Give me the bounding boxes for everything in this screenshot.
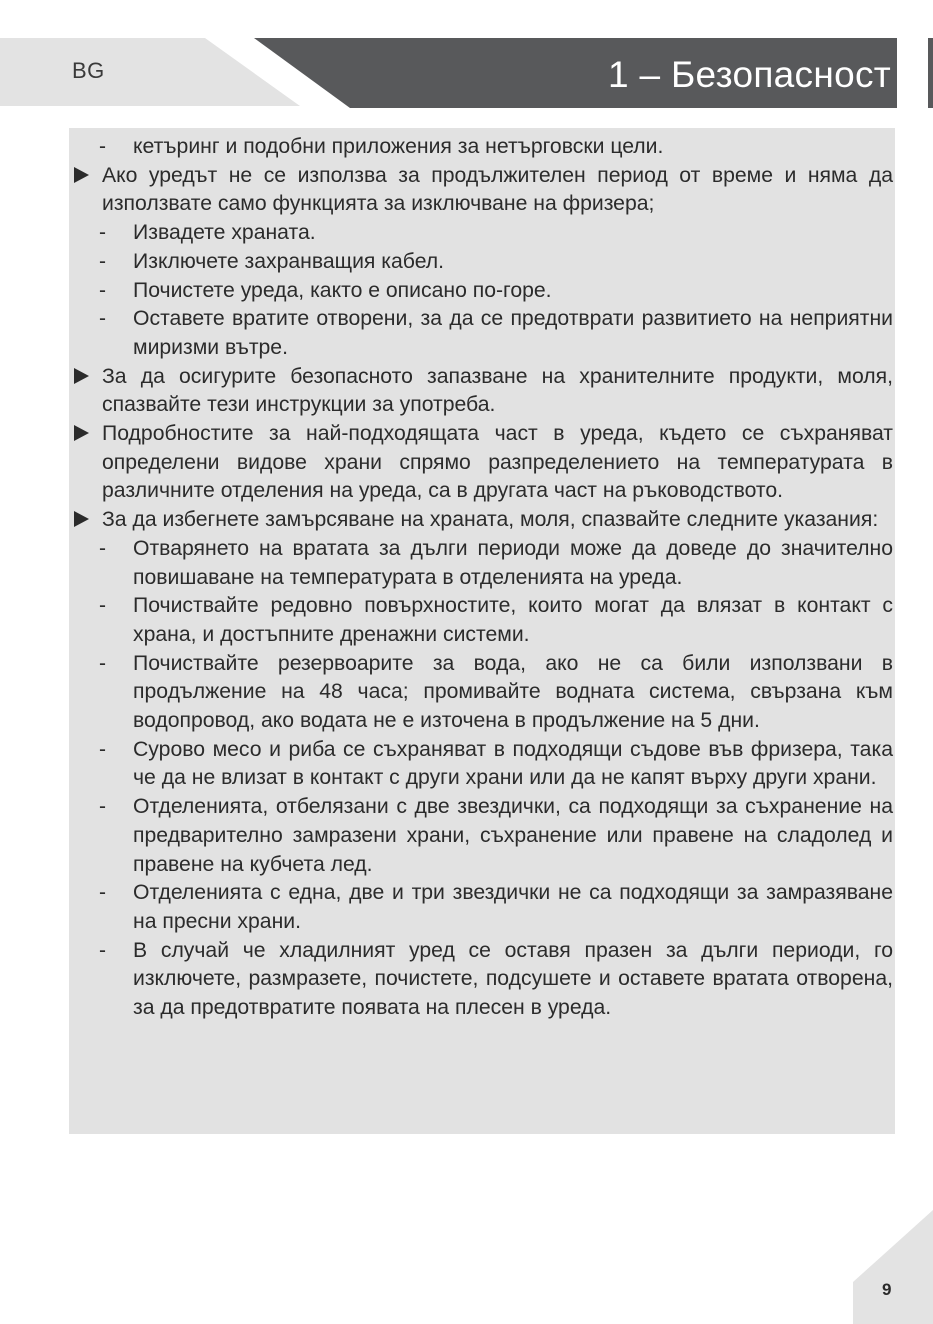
list-item-text: Почиствайте резервоарите за вода, ако не са били използвани в продължение на 48 часа; промивайте водната система, свързана към водопровод, ако водата не е източена в продължение на 5 дни. [133, 651, 893, 733]
list-item [69, 736, 893, 793]
dash-marker: - [99, 135, 106, 158]
list-item [69, 133, 893, 162]
list-item-text: Отделенията с една, две и три звездички не са подходящи за замразяване на пресни храни. [133, 881, 893, 933]
list-item-text: кетъринг и подобни приложения за нетърговски цели. [133, 135, 664, 158]
list-item [69, 277, 893, 306]
dash-marker: - [99, 221, 106, 245]
header-left-tab [0, 38, 300, 106]
list-item-text: Почиствайте редовно повърхностите, които могат да влязат в контакт с храна, и достъпните дренажни системи. [133, 594, 893, 646]
list-item [69, 248, 893, 277]
list-item-text: Отварянето на вратата за дълги периоди може да доведе до значително повишаване на температурата в отделенията на уреда. [133, 536, 893, 589]
triangle-bullet-icon [74, 162, 89, 191]
list-item-text: Сурово месо и риба се съхраняват в подходящи съдове във фризера, така че да не влизат в контакт с други храни или да не капят върху други храни. [133, 737, 893, 790]
list-item [69, 937, 893, 1023]
triangle-bullet-icon [74, 363, 89, 392]
list-item-text: За да избегнете замърсяване на храната, моля, спазвайте следните указания: [102, 508, 879, 532]
list-item-text: Оставете вратите отворени, за да се предотврати развитието на неприятни миризми вътре. [133, 307, 893, 359]
dash-marker: - [99, 307, 106, 331]
list-item [69, 650, 893, 736]
list-item-text: Изключете захранващия кабел. [133, 249, 445, 273]
list-item-text: Отделенията, отбелязани с две звездички, са подходящи за съхранение на предварително замразени храни, съхранение или правене на сладолед и правене на кубчета лед. [133, 795, 893, 876]
dash-marker: - [99, 938, 106, 962]
list-item [69, 420, 893, 506]
list-item [69, 793, 893, 879]
dash-marker: - [99, 278, 106, 302]
page-corner-decoration [853, 1210, 933, 1324]
list-item-text: Ако уредът не се използва за продължителен период от време и няма да използвате само функцията за изключване на фризера; [102, 163, 893, 216]
list-item [69, 305, 893, 362]
dash-marker: - [99, 536, 106, 560]
list-item-text: Извадете храната. [133, 221, 316, 245]
dash-marker: - [99, 594, 106, 618]
language-label: BG [72, 58, 105, 83]
list-item [69, 219, 893, 248]
dash-marker: - [99, 737, 106, 761]
triangle-bullet-icon [74, 506, 89, 535]
dash-marker: - [99, 249, 106, 273]
list-item [69, 506, 893, 535]
safety-instructions-block [69, 128, 895, 1134]
list-item-text: Почистете уреда, както е описано по-горе. [133, 278, 552, 302]
list-item [69, 363, 893, 420]
dash-marker: - [99, 795, 106, 819]
list-item [69, 592, 893, 649]
list-item-text: В случай че хладилният уред се оставя празен за дълги периоди, го изключете, размразете, почистете, подсушете и оставете вратата отворена, за да предотвратите появата на плесен в уреда. [133, 938, 893, 1020]
triangle-bullet-icon [74, 420, 89, 449]
edge-mark [928, 38, 933, 108]
dash-marker: - [99, 881, 106, 905]
page-number: 9 [882, 1280, 892, 1299]
list-item [69, 535, 893, 592]
list-item [69, 879, 893, 936]
list-item [69, 162, 893, 219]
chapter-title: 1 – Безопасност [608, 54, 891, 95]
list-item-text: Подробностите за най-подходящата част в уреда, където се съхраняват определени видове храни спрямо разпределението на температурата в различните отделения на уреда, са в другата част на ръководството. [102, 422, 893, 503]
dash-marker: - [99, 651, 106, 675]
list-item-text: За да осигурите безопасното запазване на хранителните продукти, моля, спазвайте тези инструкции за употреба. [102, 364, 893, 417]
